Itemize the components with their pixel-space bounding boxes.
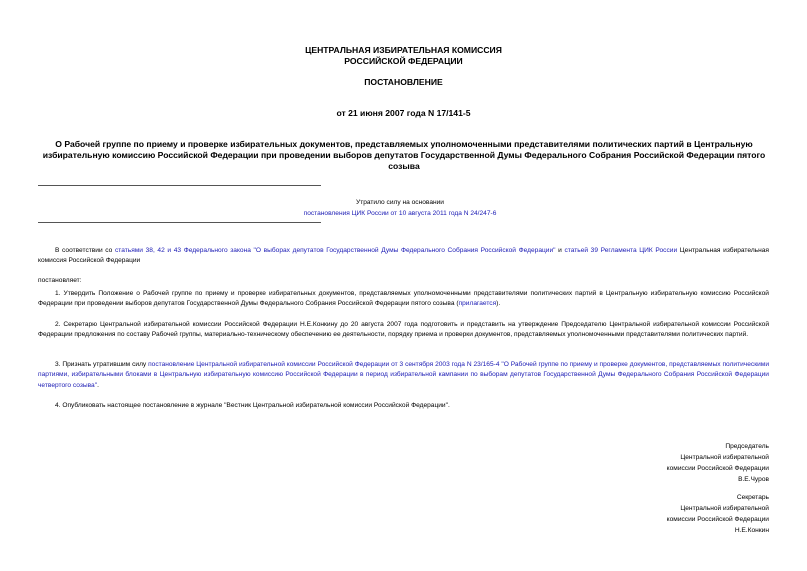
item-2-paragraph: 2. Секретарю Центральной избирательной комиссии Российской Федерации Н.Е.Конкину до 20 августа 2007 года подготовить и представить на утверждение Председателю Центральной избирательной комиссии Российской Федерации предложения по составу Рабочей группы, материально-техническому обеспечению ее деятельности, порядку приема и проверки документов, представляемых уполномоченными представителями политических партий. (38, 321, 769, 339)
divider-bottom (38, 222, 321, 223)
chair-signature (569, 441, 769, 485)
secretary-org-line2: комиссии Российской Федерации (666, 516, 769, 523)
secretary-name: Н.Е.Конкин (734, 527, 769, 534)
item-4-paragraph: 4. Опубликовать настоящее постановление в журнале "Вестник Центральной избирательной комиссии Российской Федерации". (55, 402, 450, 409)
chair-name: В.Е.Чуров (738, 476, 769, 483)
chair-org-line2: комиссии Российской Федерации (666, 465, 769, 472)
divider-top (38, 185, 321, 186)
item-3-paragraph: 3. Признать утратившим силу постановление Центральной избирательной комиссии Российской Федерации от 3 сентября 2003 года N 23/165-4 "О Рабочей группе по приему и проверке документов, представляемых политическими партиями, избирательными блоками в Центральную избирательную комиссию Российской Федерации в период избирательной кампании по выборам депутатов Государственной Думы Федерального Собрания Российской Федерации четвертого созыва". (38, 361, 769, 389)
document-title: О Рабочей группе по приему и проверке избирательных документов, представляемых уполномоченными представителями политических партий в Центральную избирательную комиссию Российской Федерации при проведении выборов депутатов Государственной Думы Федерального Собрания Российской Федерации пятого созыва (42, 139, 766, 171)
chair-title: Председатель (725, 443, 769, 450)
cec-regulation-link[interactable]: статьей 39 Регламента ЦИК России (564, 247, 678, 254)
secretary-title: Секретарь (736, 494, 769, 501)
document-date-number: от 21 июня 2007 года N 17/141-5 (336, 108, 471, 118)
org-name-line2: РОССИЙСКОЙ ФЕДЕРАЦИИ (344, 56, 463, 66)
chair-org-line1: Центральной избирательной (680, 454, 769, 461)
repealed-resolution-link[interactable]: постановление Центральной избирательной комиссии Российской Федерации от 3 сентября 2003 года N 23/165-4 "О Рабочей группе по приему и проверке документов, представляемых политическими партиями, избирательными блоками в Центральную избирательную комиссию Российской Федерации в период избирательной кампании по выборам депутатов Государственной Думы Федерального Собрания Российской Федерации четвертого созыва" (38, 361, 769, 389)
repeal-link[interactable]: постановления ЦИК России от 10 августа 2011 года N 24/247-6 (303, 210, 497, 217)
document-type: ПОСТАНОВЛЕНИЕ (364, 77, 443, 87)
federal-law-link[interactable]: статьями 38, 42 и 43 Федерального закона "О выборах депутатов Государственной Думы Федерального Собрания Российской Федерации" (114, 247, 556, 254)
secretary-signature (569, 492, 769, 536)
org-name-line1: ЦЕНТРАЛЬНАЯ ИЗБИРАТЕЛЬНАЯ КОМИССИЯ (305, 45, 502, 55)
appendix-link[interactable]: прилагается (458, 300, 497, 308)
resolves-label: постановляет: (38, 277, 82, 284)
secretary-org-line1: Центральной избирательной (680, 505, 769, 512)
repeal-note: Утратило силу на основании (356, 199, 444, 206)
preamble-paragraph: В соответствии со статьями 38, 42 и 43 Федерального закона "О выборах депутатов Государственной Думы Федерального Собрания Российской Федерации" и статьей 39 Регламента ЦИК России Центральная избирательная комиссия Российской Федерации (38, 247, 769, 265)
item-1-paragraph: 1. Утвердить Положение о Рабочей группе по приему и проверке избирательных документов, представляемых уполномоченными представителями политических партий в Центральную избирательную комиссию Российской Федерации при проведении выборов депутатов Государственной Думы Федерального Собрания Российской Федерации пятого созыва (прилагается). (38, 290, 769, 308)
